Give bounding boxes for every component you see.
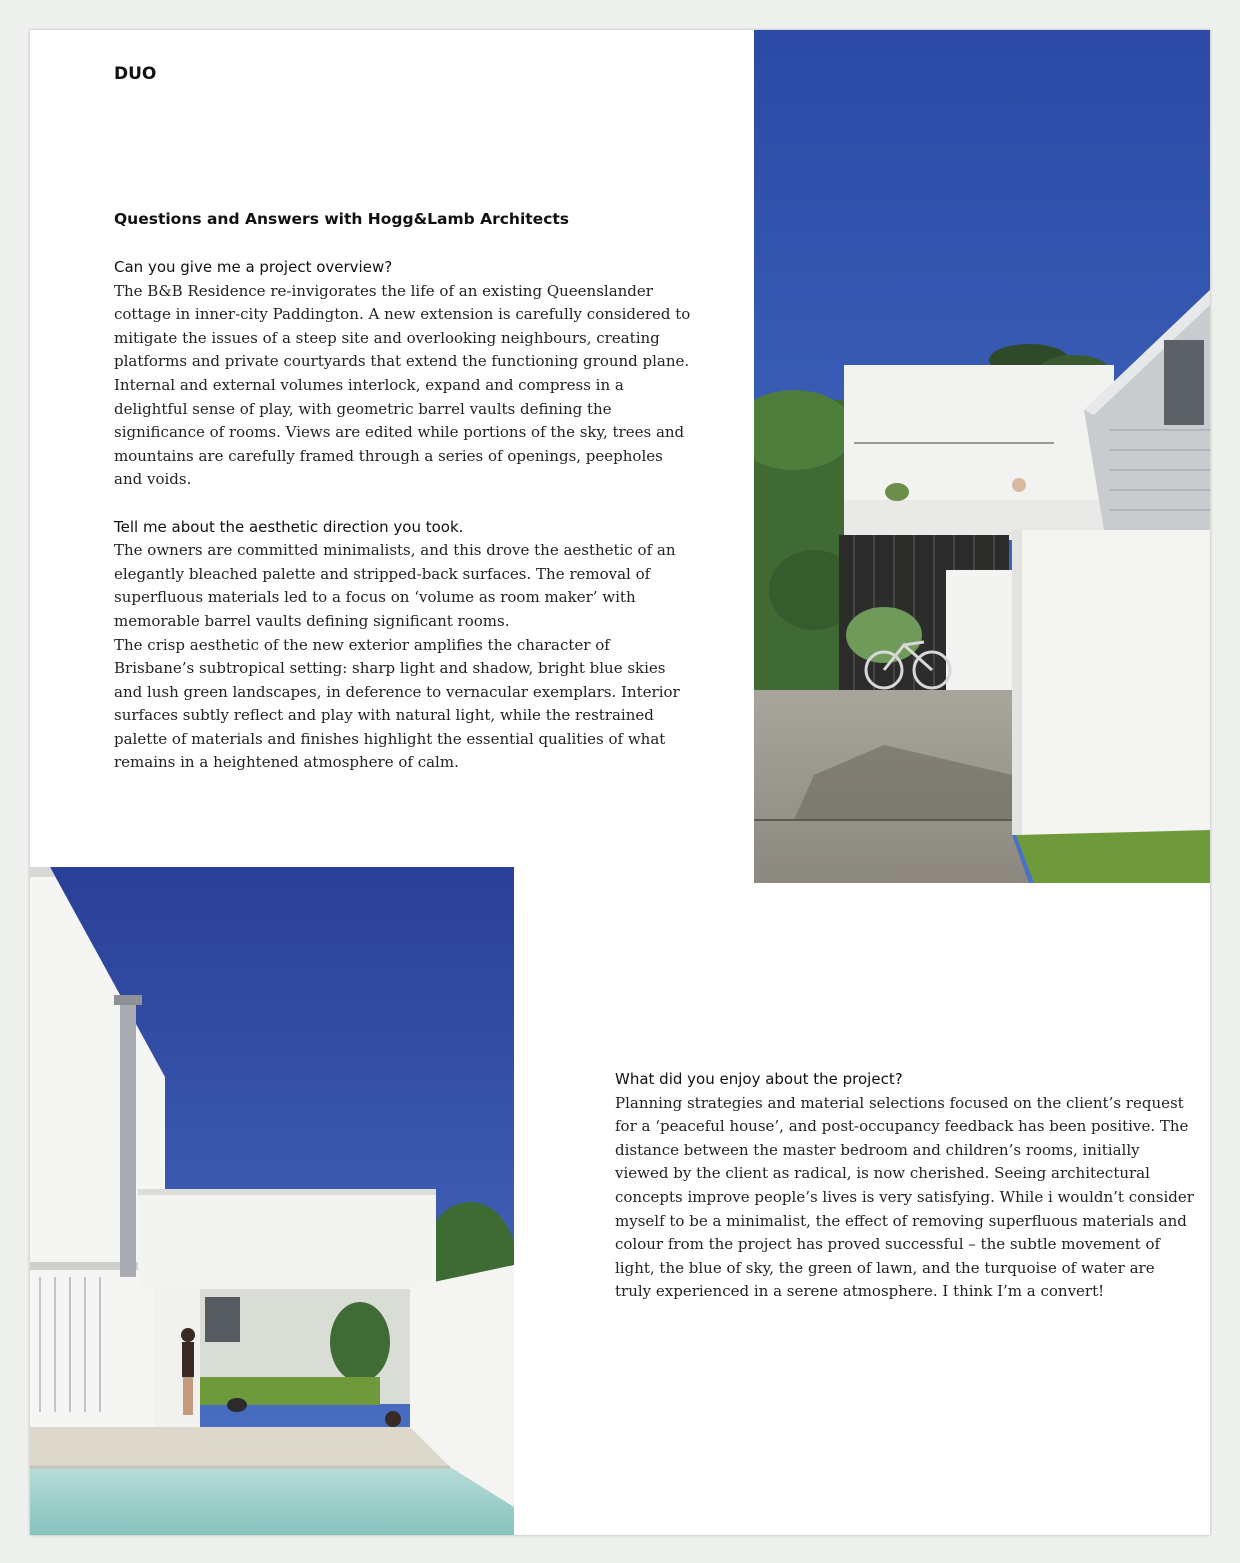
exterior-courtyard-photo [754, 30, 1210, 883]
question-heading: Can you give me a project overview? [114, 258, 393, 276]
pool-courtyard-illustration [30, 867, 514, 1535]
question-heading: What did you enjoy about the project? [615, 1070, 903, 1088]
masthead: DUO [114, 64, 157, 84]
qa-column-right [615, 1068, 1195, 1304]
question-heading: Tell me about the aesthetic direction you took. [114, 517, 464, 536]
answer-paragraph: Planning strategies and material selections focused on the client’s request for a ‘peaceful house’, and post-occupancy feedback has been positive. The distance between the master bedroom and children’s rooms, initially viewed by the client as radical, is now cherished. Seeing architectural concepts improve people’s lives is very satisfying. While i wouldn’t consider myself to be a minimalist, the effect of removing superfluous materials and colour from the project has proved successful – the subtle movement of light, the blue of sky, the green of lawn, and the turquoise of water are truly experienced in a serene atmosphere. I think I’m a convert! [615, 1093, 1194, 1301]
pool-courtyard-photo [30, 867, 514, 1535]
magazine-page [30, 30, 1210, 1535]
section-title: Questions and Answers with Hogg&Lamb Architects [114, 210, 570, 228]
answer-paragraph: Internal and external volumes interlock, expand and compress in a delightful sense of play, with geometric barrel vaults defining the significance of rooms. Views are edited while portions of the sky, trees and mountains are carefully framed through a series of openings, peepholes and voids. [114, 375, 685, 489]
qa-column-left [114, 256, 694, 775]
answer-paragraph: The crisp aesthetic of the new exterior amplifies the character of Brisbane’s subtropical setting: sharp light and shadow, bright blue skies and lush green landscapes, in deference to vernacular exemplars. Interior surfaces subtly reflect and play with natural light, while the restrained palette of materials and finishes highlight the essential qualities of what remains in a heightened atmosphere of calm. [114, 635, 680, 772]
answer-paragraph: The B&B Residence re-invigorates the life of an existing Queenslander cottage in inner-city Paddington. A new extension is carefully considered to mitigate the issues of a steep site and overlooking neighbours, creating platforms and private courtyards that extend the functioning ground plane. [114, 281, 691, 371]
answer-paragraph: The owners are committed minimalists, and this drove the aesthetic of an elegantly bleached palette and stripped-back surfaces. The removal of superfluous materials led to a focus on ‘volume as room maker’ with memorable barrel vaults defining significant rooms. [114, 541, 676, 630]
exterior-courtyard-illustration [754, 30, 1210, 883]
